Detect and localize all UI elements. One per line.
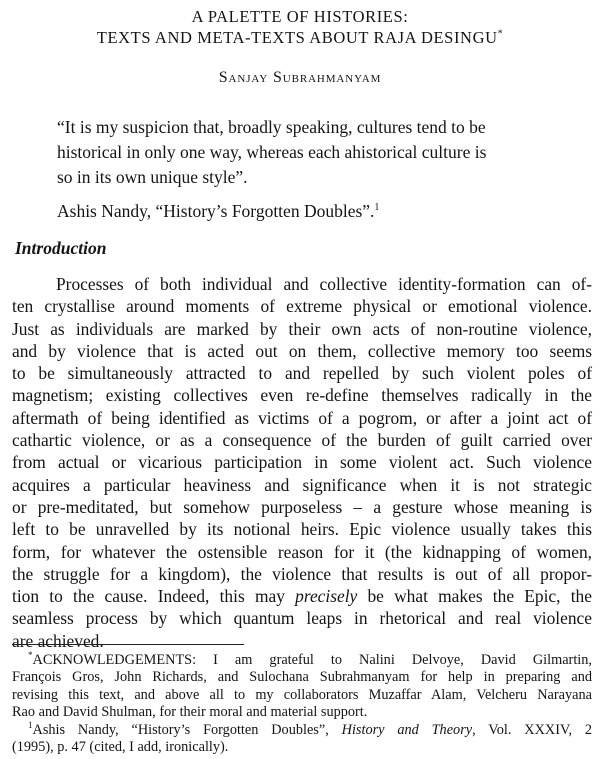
- body-line: the struggle for a kingdom), the violence that results is out of all propor-: [12, 563, 592, 584]
- body-line: acquires a particular heaviness and significance when it is not strategic: [12, 474, 592, 495]
- acknowledgements-line: François Gros, John Richards, and Sulochana Subrahmanyam for help in preparing and: [12, 669, 592, 686]
- article-title-line-1: A PALETTE OF HISTORIES:: [191, 7, 409, 26]
- acknowledgements-text: ACKNOWLEDGEMENTS: I am grateful to Nalini Delvoye, David Gilmartin,: [32, 652, 592, 668]
- footnote-1-line: [12, 719, 592, 739]
- acknowledgements-line: revising this text, and above all to my collaborators Muzaffar Alam, Velcheru Narayana: [12, 686, 592, 703]
- footnotes: [12, 652, 592, 756]
- article-title-text: TEXTS AND META-TEXTS ABOUT RAJA DESINGU: [96, 28, 498, 47]
- body-line: cathartic violence, or as a consequence of the burden of guilt carried over: [12, 430, 592, 451]
- footnote-1-volume: , Vol. XXXIV, 2: [472, 721, 592, 738]
- footnote-reference-1: 1: [374, 202, 380, 214]
- footnote-1-mark: 1: [28, 719, 33, 730]
- acknowledgements-marker: *: [497, 28, 504, 40]
- epigraph-line: “It is my suspicion that, broadly speaking, cultures tend to be: [57, 117, 486, 137]
- body-paragraph: [12, 273, 592, 652]
- body-line: from actual or vicarious participation in some violent act. Such violence: [12, 452, 592, 473]
- acknowledgements-line: [12, 652, 592, 669]
- body-line: are achieved.: [12, 630, 104, 651]
- body-line: magnetism; existing collectives even re-define themselves radically in the: [12, 385, 592, 406]
- body-line: to be simultaneously attracted to and repelled by such violent poles of: [12, 363, 592, 384]
- epigraph-line: so in its own unique style”.: [57, 167, 248, 187]
- body-line: Just as individuals are marked by their own acts of non-routine violence,: [12, 318, 592, 339]
- body-line: [12, 585, 592, 607]
- body-line: Processes of both individual and collective identity-formation can of-: [56, 274, 592, 294]
- epigraph-quote: [57, 115, 597, 190]
- epigraph-attribution-text: Ashis Nandy, “History’s Forgotten Doubles”.: [57, 201, 375, 221]
- body-text: tion to the cause. Indeed, this may: [12, 586, 296, 607]
- author-name: Sanjay Subrahmanyam: [218, 69, 382, 86]
- body-line: and by violence that is acted out on them, collective memory too seems: [12, 340, 592, 361]
- emphasis-text: precisely: [295, 586, 358, 607]
- body-line: seamless process by which quantum leaps in rhetorical and real violence: [12, 608, 592, 629]
- body-line: left to be unravelled by its notional heirs. Epic violence usually takes this: [12, 519, 592, 540]
- body-line: aftermath of being identified as victims of a pogrom, or after a joint act of: [12, 407, 592, 428]
- footnote-1-text: Ashis Nandy, “History’s Forgotten Doubles”,: [32, 721, 342, 738]
- body-text: be what makes the Epic, the: [357, 586, 592, 607]
- footnote-divider: [12, 644, 244, 645]
- acknowledgements-mark: *: [28, 650, 33, 661]
- body-line: or pre-meditated, but somehow purposeless – a gesture whose meaning is: [12, 496, 592, 517]
- footnote-1-line: (1995), p. 47 (cited, I add, ironically).: [12, 739, 229, 756]
- body-line: ten crystallise around moments of extreme physical or emotional violence.: [12, 296, 592, 317]
- epigraph-attribution: [57, 201, 379, 222]
- epigraph-line: historical in only one way, whereas each ahistorical culture is: [57, 142, 487, 162]
- acknowledgements-line: Rao and David Shulman, for their moral and material support.: [12, 704, 368, 721]
- footnote-1-journal: History and Theory: [341, 721, 473, 738]
- body-line: form, for whatever the ostensible reason for it (the kidnapping of women,: [12, 541, 592, 562]
- section-heading: Introduction: [15, 238, 107, 258]
- article-title-line-2: [0, 28, 600, 48]
